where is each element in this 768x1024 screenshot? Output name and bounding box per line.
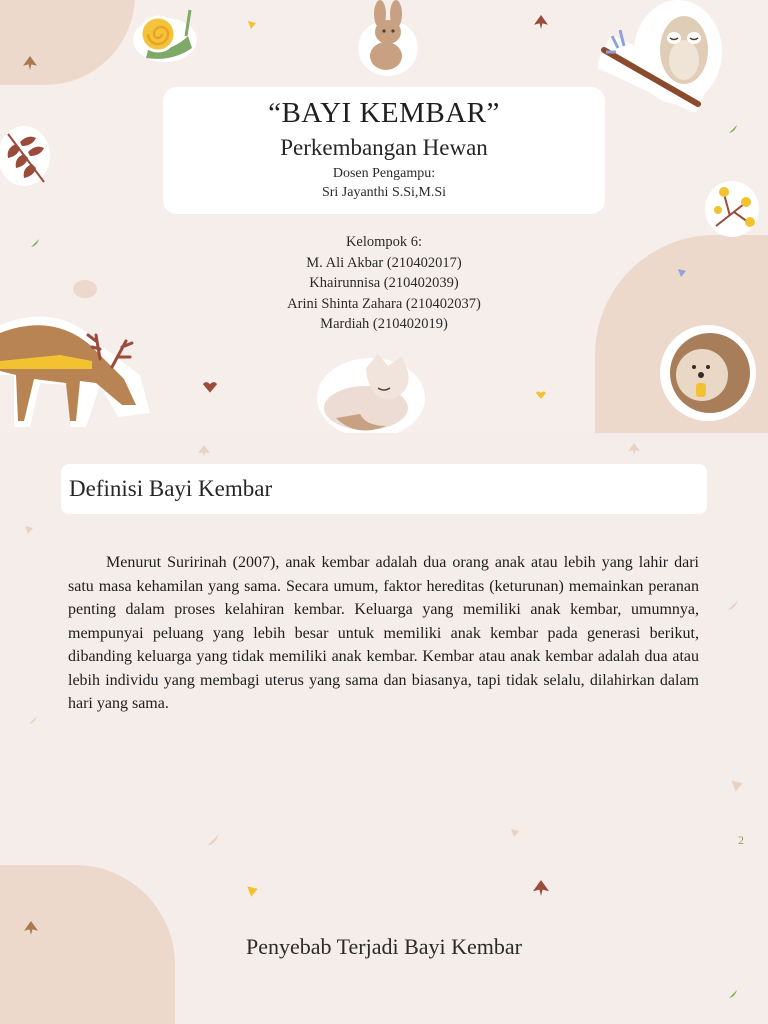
member-item: M. Ali Akbar (210402017) <box>306 254 462 271</box>
title-card <box>163 87 605 214</box>
fox-sticker <box>316 348 426 433</box>
leaf-icon <box>728 124 738 134</box>
hedgehog-sticker <box>658 323 758 423</box>
group-label: Kelompok 6: <box>345 234 423 250</box>
section-heading-card <box>61 464 707 514</box>
leaf-icon <box>24 921 38 935</box>
leaf-icon <box>246 885 259 898</box>
owl-sticker <box>598 0 728 112</box>
leaf-icon <box>24 525 34 535</box>
leaf-icon <box>533 880 549 896</box>
autumn-leaf-sticker <box>0 126 54 188</box>
definition-slide <box>0 433 768 865</box>
document-title: “BAYI KEMBAR” <box>268 97 500 129</box>
next-section-heading: Penyebab Terjadi Bayi Kembar <box>245 934 523 959</box>
leaf-icon <box>628 443 640 455</box>
leaf-icon <box>247 20 257 30</box>
leaf-icon <box>198 445 210 457</box>
lecturer-name: Sri Jayanthi S.Si,M.Si <box>321 185 447 200</box>
leaf-icon <box>534 15 548 29</box>
leaf-icon <box>730 779 744 793</box>
definition-paragraph: Menurut Suririnah (2007), anak kembar adalah dua orang anak atau lebih yang lahir dari satu masa kehamilan yang sama. Secara umum, faktor hereditas (keturunan) memainkan peranan penting dalam proses kelahiran kembar. Keluarga yang memiliki anak kembar, umumnya, mempunyai peluang yang lebih besar untuk memiliki anak kembar pada generasi berikut, dibanding keluarga yang tidak memiliki anak kembar. Kembar atau anak kembar adalah dua atau lebih individu yang membagi uterus yang sama dan biasanya, tapi tidak selalu, dilahirkan dalam hari yang sama. <box>68 554 699 712</box>
next-section-slide <box>0 865 768 1024</box>
leaf-icon <box>30 238 40 248</box>
leaf-icon <box>28 715 38 725</box>
group-members <box>184 232 584 335</box>
leaf-icon <box>23 56 37 70</box>
leaf-icon <box>203 380 217 394</box>
lecturer-label: Dosen Pengampu: <box>332 166 436 181</box>
leaf-icon <box>728 989 738 999</box>
member-item: Arini Shinta Zahara (210402037) <box>287 295 481 312</box>
leaf-icon <box>206 833 220 847</box>
flower-sticker <box>704 180 760 238</box>
member-item: Mardiah (210402019) <box>320 316 448 332</box>
document-subtitle: Perkembangan Hewan <box>280 135 488 160</box>
top-left-blob <box>0 0 135 85</box>
leaf-icon <box>536 390 546 400</box>
leaf-icon <box>677 268 687 278</box>
snail-sticker <box>132 0 198 66</box>
cover-slide <box>0 0 768 433</box>
leaf-icon <box>727 599 739 611</box>
dot-decoration <box>73 280 97 298</box>
deer-sticker <box>0 305 160 430</box>
member-item: Khairunnisa (210402039) <box>309 275 459 291</box>
leaf-icon <box>510 828 520 838</box>
rabbit-sticker <box>350 0 430 80</box>
page-number: 2 <box>738 833 744 847</box>
section-heading: Definisi Bayi Kembar <box>69 476 273 501</box>
